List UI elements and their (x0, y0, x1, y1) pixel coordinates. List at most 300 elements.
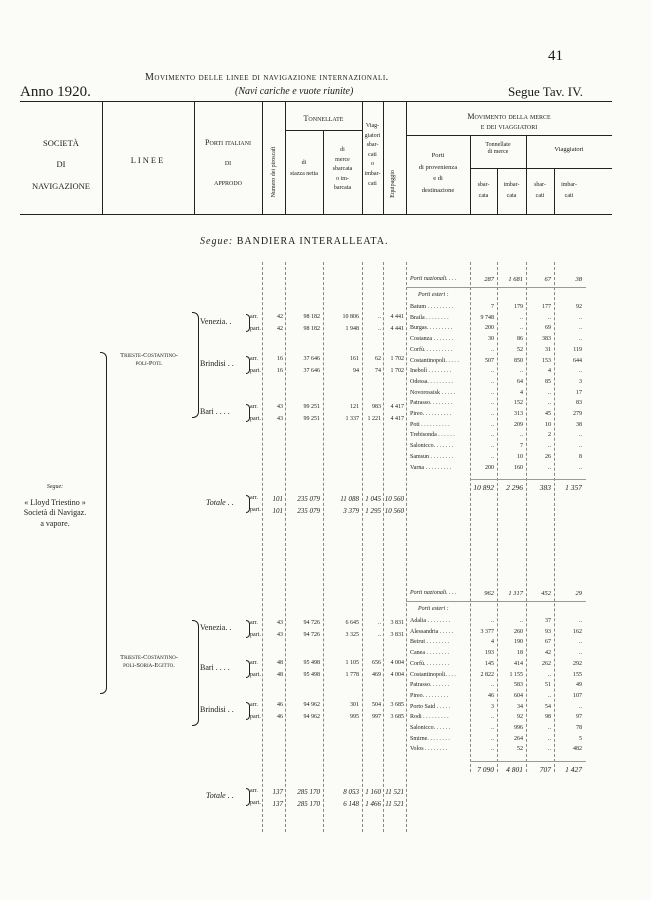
table-cell: 10 (545, 421, 551, 428)
table-cell: 43 (277, 416, 283, 422)
arr-part-label: part. (250, 714, 261, 720)
arr-part-label: part. (250, 326, 261, 332)
table-cell: 43 (277, 620, 283, 626)
header-sbarcata: sbar- cata (477, 182, 490, 199)
table-cell: 92 (517, 714, 523, 721)
table-cell: .. (491, 746, 494, 753)
table-cell: .. (491, 453, 494, 460)
movimento-rule (406, 135, 612, 136)
total-cell: 11 521 (385, 800, 404, 808)
arr-part-label: part. (250, 632, 261, 638)
table-cell: .. (520, 618, 523, 624)
table-cell: 107 (573, 692, 582, 699)
table-cell: 16 (277, 368, 283, 374)
porti-nazionali: Porti nazionali. . . . (410, 276, 457, 282)
table-cell: 4 417 (390, 404, 404, 410)
col-divider (262, 102, 263, 214)
table-cell: 5 (579, 735, 582, 742)
section-heading: Segue: BANDIERA INTERALLEATA. (200, 236, 389, 247)
page-subtitle: (Navi cariche e vuote riunite) (235, 86, 354, 97)
table-cell: .. (548, 443, 551, 450)
table-cell: 4 (491, 639, 494, 646)
port-name: Venezia. . (200, 317, 232, 326)
table-cell: .. (491, 714, 494, 721)
table-cell: 97 (576, 714, 582, 721)
table-cell: 1 778 (345, 672, 359, 678)
table-cell: 504 (372, 702, 381, 708)
totale-label: Totale . . (206, 498, 234, 507)
total-cell: 10 560 (384, 507, 404, 515)
table-cell: 7 (491, 304, 494, 310)
table-cell: 155 (573, 671, 582, 678)
table-cell: 42 (277, 326, 283, 332)
table-cell: 4 (548, 368, 551, 375)
table-cell: 45 (545, 411, 551, 417)
table-cell: 48 (277, 660, 283, 666)
year-label: Anno 1920. (20, 84, 91, 100)
col-guide (383, 262, 384, 832)
destination-name: Costanza . . . . . . . (410, 336, 453, 343)
table-cell: 46 (488, 692, 494, 699)
destination-name: Costantinopoli. . . . (410, 671, 456, 678)
table-cell: 507 (485, 357, 494, 364)
sum-cell: 1 357 (565, 483, 582, 493)
table-cell: .. (520, 325, 523, 332)
table-cell: .. (491, 735, 494, 742)
tonnellate-rule (285, 130, 362, 131)
destination-name: Alessandria . . . . . (410, 628, 454, 635)
destination-name: Varna . . . . . . . . . (410, 464, 451, 471)
destination-name: Odessa. . . . . . . . . (410, 378, 453, 385)
table-cell: .. (548, 725, 551, 731)
table-cell: 94 962 (303, 714, 320, 720)
table-cell: 26 (545, 453, 551, 460)
header-numero-piroscafi: Numero dei piroscafi (271, 146, 278, 198)
destination-name: Trebisonda . . . . . . (410, 432, 455, 439)
table-cell: 209 (514, 421, 523, 428)
table-cell: 1 317 (508, 590, 523, 597)
arr-part-label: arr. (250, 404, 258, 410)
table-cell: 37 646 (303, 356, 320, 362)
table-cell: .. (579, 336, 582, 343)
table-cell: .. (491, 368, 494, 375)
table-cell: 42 (545, 650, 551, 657)
table-cell: 4 441 (390, 326, 404, 332)
table-cell: 1 702 (390, 368, 404, 374)
page-number: 41 (548, 48, 563, 64)
table-cell: .. (378, 632, 381, 638)
table-cell: 54 (545, 703, 551, 710)
arr-part-label: arr. (250, 660, 258, 666)
arr-part-label: part. (250, 800, 261, 806)
company-block: Segue: « Lloyd Triestino » Società di Navigaz. a vapore. (23, 484, 87, 528)
table-cell: .. (579, 325, 582, 332)
table-cell: 29 (575, 590, 582, 597)
total-cell: 1 295 (365, 507, 381, 515)
table-cell: 160 (514, 464, 523, 471)
destination-name: Patrasso. . . . . . . . (410, 400, 453, 407)
table-cell: .. (491, 725, 494, 731)
table-cell: 94 726 (303, 632, 320, 638)
table-cell: 3 831 (390, 632, 404, 638)
total-cell: 11 088 (340, 495, 359, 503)
table-cell: 7 (520, 443, 523, 450)
total-cell: 8 053 (343, 788, 359, 796)
arr-part-label: arr. (250, 620, 258, 626)
total-cell: 235 079 (297, 495, 320, 503)
total-cell: 1 160 (365, 788, 381, 796)
col-guide (262, 262, 263, 832)
table-cell: .. (491, 411, 494, 417)
table-cell: 94 962 (303, 702, 320, 708)
table-cell: 48 (277, 672, 283, 678)
table-label: Segue Tav. IV. (508, 84, 584, 99)
destination-name: Corfù. . . . . . . . . . (410, 346, 453, 353)
destination-name: Pireo. . . . . . . . . . (410, 411, 452, 417)
destination-name: Costantinopoli. . . . . (410, 357, 459, 364)
table-cell: 64 (517, 378, 523, 385)
table-cell: .. (520, 314, 523, 321)
sum-cell: 10 892 (473, 483, 494, 493)
table-cell: .. (548, 314, 551, 321)
header-viaggiatori2: Viaggiatori (554, 146, 584, 153)
header-merce: di merce sbarcata o im- barcata (332, 147, 353, 192)
total-cell: 101 (272, 507, 283, 515)
table-cell: 1 702 (390, 356, 404, 362)
sum-cell: 4 801 (506, 765, 523, 775)
destination-name: Novorossisk . . . . . (410, 389, 456, 396)
arr-part-label: arr. (250, 788, 258, 794)
table-cell: .. (579, 368, 582, 375)
table-cell: 93 (545, 628, 551, 635)
table-cell: 85 (545, 378, 551, 385)
table-cell: 74 (375, 368, 381, 374)
table-cell: 313 (514, 411, 523, 417)
table-cell: 62 (375, 356, 381, 362)
port-name: Brindisi . . (200, 359, 234, 368)
total-cell: 137 (272, 788, 283, 796)
table-cell: .. (579, 639, 582, 646)
destination-name: Braila . . . . . . . . (410, 314, 449, 321)
destination-name: Rodi . . . . . . . . . (410, 714, 449, 721)
table-cell: 52 (517, 746, 523, 753)
header-imbarcata: imbar- cata (503, 182, 520, 199)
arr-part-label: part. (250, 416, 261, 422)
destination-name: Batum . . . . . . . . . (410, 304, 453, 310)
table-cell: 98 182 (303, 314, 320, 320)
table-cell: 119 (573, 346, 582, 353)
total-cell: 6 148 (343, 800, 359, 808)
table-cell: .. (520, 432, 523, 439)
naz-rule (406, 601, 586, 602)
line1-brace (192, 312, 199, 418)
table-cell: .. (579, 432, 582, 439)
total-cell: 285 170 (297, 800, 320, 808)
totale-label: Totale . . (206, 791, 234, 800)
table-cell: .. (548, 464, 551, 471)
table-cell: 1 105 (345, 660, 359, 666)
table-cell: 4 417 (390, 416, 404, 422)
table-cell: 1 681 (508, 276, 523, 283)
total-cell: 1 466 (365, 800, 381, 808)
total-cell: 11 521 (385, 788, 404, 796)
total-cell: 285 170 (297, 788, 320, 796)
header-top-rule (20, 101, 612, 102)
header-imbarcati: imbar- cati (561, 182, 577, 199)
header-linee: LINEE (130, 155, 166, 165)
total-cell: 101 (272, 495, 283, 503)
header-porti-provenienza: Porti di provenienza e di destinazione (418, 152, 458, 195)
arr-part-label: arr. (250, 702, 258, 708)
destination-name: Burgas. . . . . . . . . (410, 325, 453, 332)
destination-name: Canea . . . . . . . . (410, 650, 449, 657)
col-guide (323, 262, 324, 832)
table-cell: 161 (350, 356, 359, 362)
table-cell: 38 (575, 276, 582, 283)
table-cell: 99 251 (303, 404, 320, 410)
subhead-rule (470, 168, 612, 169)
table-cell: 279 (573, 411, 582, 417)
porti-nazionali: Porti nazionali. . . . (410, 590, 457, 596)
table-cell: .. (491, 618, 494, 624)
header-tonn-merce: Tonnellate di merce (485, 142, 511, 156)
arr-part-label: arr. (250, 314, 258, 320)
table-cell: 34 (517, 703, 523, 710)
porti-esteri-label: Porti esteri : (418, 606, 449, 612)
table-cell: 4 004 (390, 672, 404, 678)
destination-name: Adalia . . . . . . . . (410, 618, 450, 624)
table-cell: 30 (488, 336, 494, 343)
table-cell: .. (491, 389, 494, 396)
table-cell: 95 498 (303, 660, 320, 666)
table-cell: .. (579, 314, 582, 321)
table-cell: 9 748 (480, 314, 494, 321)
table-cell: .. (378, 326, 381, 332)
table-cell: .. (491, 682, 494, 689)
total-cell: 137 (272, 800, 283, 808)
table-cell: .. (579, 650, 582, 657)
col-guide (362, 262, 363, 832)
table-cell: 962 (484, 590, 494, 597)
col-divider (383, 102, 384, 214)
table-cell: 452 (541, 590, 551, 597)
header-movimento: Movimento della merce e dei viaggiatori (467, 112, 551, 131)
table-cell: .. (520, 368, 523, 375)
table-cell: 46 (277, 714, 283, 720)
table-cell: 482 (573, 746, 582, 753)
sum-rule (470, 761, 586, 762)
table-cell: .. (491, 400, 494, 407)
table-cell: 383 (542, 336, 551, 343)
table-cell: 644 (573, 357, 582, 364)
table-cell: 997 (372, 714, 381, 720)
table-cell: 95 498 (303, 672, 320, 678)
table-cell: 94 (353, 368, 359, 374)
table-cell: 200 (485, 325, 494, 332)
table-cell: 3 685 (390, 702, 404, 708)
port-name: Bari . . . . (200, 663, 230, 672)
table-cell: .. (378, 620, 381, 626)
table-cell: 98 (545, 714, 551, 721)
table-cell: 3 377 (480, 628, 494, 635)
table-cell: 92 (576, 304, 582, 310)
sum-cell: 707 (539, 765, 551, 775)
table-cell: 260 (514, 628, 523, 635)
table-cell: 1 337 (345, 416, 359, 422)
table-cell: 995 (350, 714, 359, 720)
porti-esteri-label: Porti esteri : (418, 292, 449, 298)
port-name: Bari . . . . (200, 407, 230, 416)
table-cell: 414 (514, 660, 523, 667)
table-cell: 78 (576, 725, 582, 731)
table-cell: 42 (277, 314, 283, 320)
table-cell: 264 (514, 735, 523, 742)
header-sbarcati: sbar- cati (534, 182, 546, 199)
arr-part-label: arr. (250, 356, 258, 362)
table-cell: .. (579, 703, 582, 710)
header-stazza: di stazza netta (290, 160, 318, 178)
arr-part-label: part. (250, 507, 261, 513)
destination-name: Samsun . . . . . . . . (410, 453, 454, 460)
table-cell: 8 (579, 453, 582, 460)
table-cell: 200 (485, 464, 494, 471)
table-cell: 43 (277, 404, 283, 410)
table-cell: .. (548, 400, 551, 407)
destination-name: Porto Said . . . . . (410, 703, 451, 710)
table-cell: 4 441 (390, 314, 404, 320)
destination-name: Salonicco. . . . . . (410, 725, 451, 731)
header-equipaggio: Equipaggio (390, 170, 397, 198)
table-cell: 16 (277, 356, 283, 362)
table-cell: 98 182 (303, 326, 320, 332)
page-title: Movimento delle linee di navigazione internazionali. (145, 72, 389, 83)
arr-part-label: part. (250, 672, 261, 678)
table-cell: .. (548, 671, 551, 678)
table-cell: 3 685 (390, 714, 404, 720)
table-cell: .. (491, 378, 494, 385)
table-cell: 86 (517, 336, 523, 343)
sum-cell: 2 296 (506, 483, 523, 493)
table-cell: .. (548, 735, 551, 742)
destination-name: Patrasso. . . . . . . (410, 682, 450, 689)
sum-rule (470, 479, 586, 480)
table-cell: 162 (573, 628, 582, 635)
table-cell: 656 (372, 660, 381, 666)
table-cell: 2 (548, 432, 551, 439)
table-cell: 3 831 (390, 620, 404, 626)
table-cell: .. (491, 421, 494, 428)
table-cell: 996 (514, 725, 523, 731)
table-cell: 583 (514, 682, 523, 689)
table-cell: 850 (514, 357, 523, 364)
table-cell: 3 (491, 703, 494, 710)
company-brace (100, 352, 107, 694)
table-cell: 18 (517, 650, 523, 657)
table-cell: 153 (542, 357, 551, 364)
arr-part-label: part. (250, 368, 261, 374)
table-cell: .. (548, 692, 551, 699)
total-cell: 10 560 (384, 495, 404, 503)
table-cell: .. (491, 432, 494, 439)
port-name: Brindisi . . (200, 705, 234, 714)
table-cell: 1 221 (367, 416, 381, 422)
table-cell: 67 (545, 639, 551, 646)
table-cell: 469 (372, 672, 381, 678)
table-cell: 179 (514, 304, 523, 310)
table-cell: .. (378, 314, 381, 320)
port-name: Venezia. . (200, 623, 232, 632)
table-cell: 94 726 (303, 620, 320, 626)
table-cell: 10 (517, 453, 523, 460)
table-cell: 4 004 (390, 660, 404, 666)
table-cell: .. (548, 389, 551, 396)
destination-name: Inebolì . . . . . . . . (410, 368, 451, 375)
naz-rule (406, 287, 586, 288)
destination-name: Beirut . . . . . . . . (410, 639, 449, 646)
destination-name: Pireo. . . . . . . . . (410, 692, 449, 699)
table-cell: 262 (542, 660, 551, 667)
table-cell: .. (491, 346, 494, 353)
table-cell: 31 (545, 346, 551, 353)
table-cell: 38 (576, 421, 582, 428)
table-cell: 3 325 (345, 632, 359, 638)
total-cell: 3 379 (343, 507, 359, 515)
table-cell: 49 (576, 682, 582, 689)
header-societa: SOCIETÀ DI NAVIGAZIONE (32, 138, 90, 191)
table-cell: 6 645 (345, 620, 359, 626)
destination-name: Smirne. . . . . . . . (410, 735, 450, 742)
table-cell: 152 (514, 400, 523, 407)
destination-name: Salonicco. . . . . . . (410, 443, 454, 450)
table-cell: 37 (545, 618, 551, 624)
table-cell: 190 (514, 639, 523, 646)
sum-cell: 7 090 (477, 765, 494, 775)
table-cell: .. (579, 443, 582, 450)
table-cell: 51 (545, 682, 551, 689)
sum-cell: 383 (539, 483, 551, 493)
table-cell: 292 (573, 660, 582, 667)
col-guide (285, 262, 286, 832)
line1-name: Trieste-Costantino- poli-Poti. (120, 352, 178, 368)
line2-name: Trieste-Costantino- poli-Soria-Egitto. (120, 654, 178, 670)
table-cell: .. (579, 618, 582, 624)
table-cell: 43 (277, 632, 283, 638)
table-cell: .. (548, 746, 551, 753)
table-cell: 99 251 (303, 416, 320, 422)
header-bottom-rule (20, 214, 612, 215)
table-cell: 3 (579, 378, 582, 385)
table-cell: 1 948 (345, 326, 359, 332)
table-cell: 4 (520, 389, 523, 396)
destination-name: Poti . . . . . . . . . . (410, 421, 450, 428)
col-guide (406, 262, 407, 832)
table-cell: 83 (576, 400, 582, 407)
table-cell: 177 (542, 304, 551, 310)
table-cell: 121 (350, 404, 359, 410)
arr-part-label: arr. (250, 495, 258, 501)
table-cell: 2 822 (480, 671, 494, 678)
line2-brace (192, 620, 199, 726)
table-cell: 287 (484, 276, 494, 283)
table-cell: 145 (485, 660, 494, 667)
table-cell: 193 (485, 650, 494, 657)
destination-name: Corfù. . . . . . . . . (410, 660, 450, 667)
header-tonnellate: Tonnellate (303, 114, 344, 123)
destination-name: Volos . . . . . . . . (410, 746, 448, 753)
sum-cell: 1 427 (565, 765, 582, 775)
table-cell: 983 (372, 404, 381, 410)
table-cell: 52 (517, 346, 523, 353)
